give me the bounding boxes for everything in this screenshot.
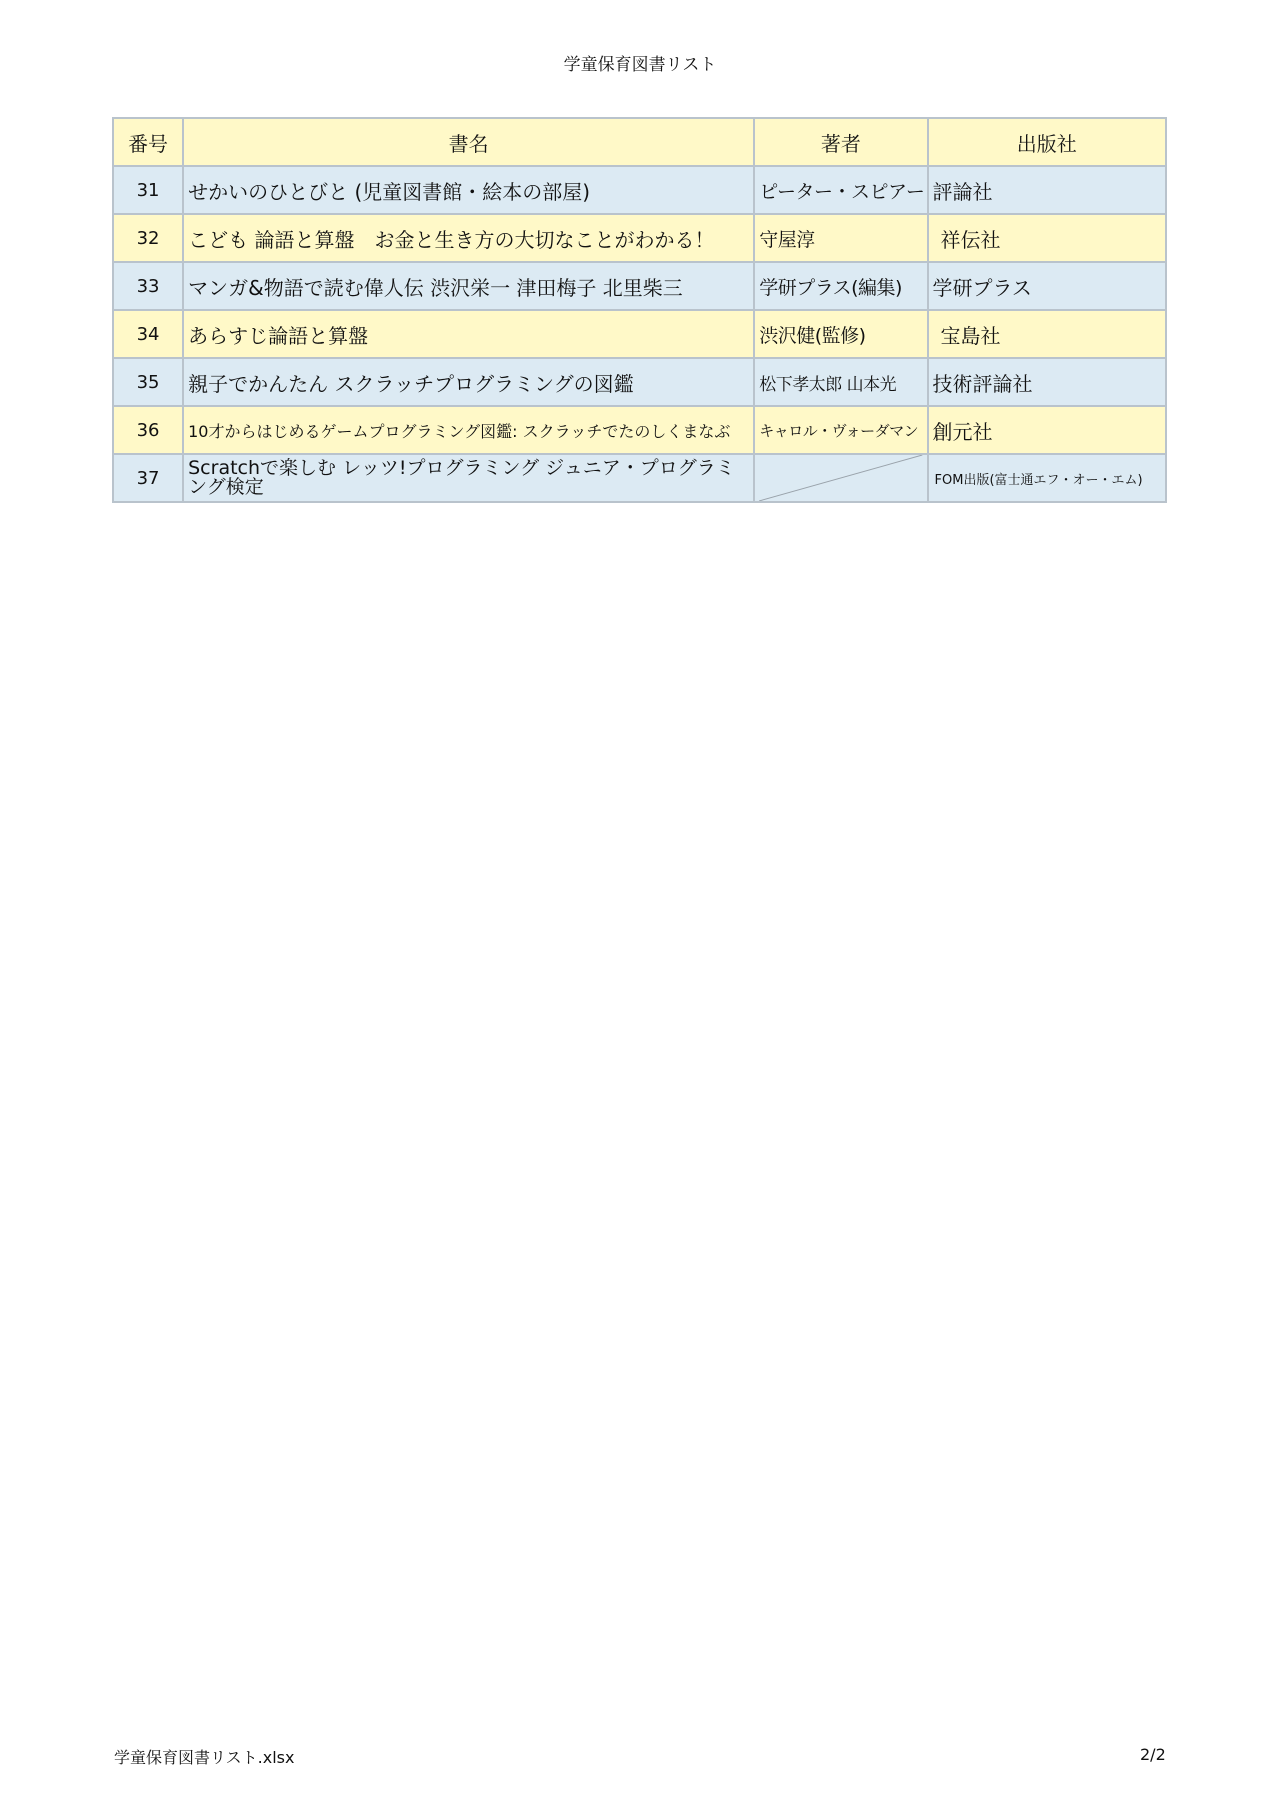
table-row bbox=[113, 406, 1166, 454]
column-header-author: 著者 bbox=[754, 118, 927, 166]
cell-author-empty bbox=[754, 454, 927, 502]
table-row bbox=[113, 214, 1166, 262]
cell-author: 松下孝太郎 山本光 bbox=[754, 358, 927, 406]
cell-author: キャロル・ヴォーダマン bbox=[754, 406, 927, 454]
cell-author: ピーター・スピアー bbox=[754, 166, 927, 214]
table-row bbox=[113, 166, 1166, 214]
cell-title: 10才からはじめるゲームプログラミング図鑑: スクラッチでたのしくまなぶ bbox=[183, 406, 754, 454]
page-title: 学童保育図書リスト bbox=[563, 55, 717, 75]
cell-publisher: 創元社 bbox=[928, 406, 1166, 454]
cell-number: 32 bbox=[113, 214, 183, 262]
column-header-publisher: 出版社 bbox=[928, 118, 1166, 166]
cell-title: せかいのひとびと (児童図書館・絵本の部屋) bbox=[183, 166, 754, 214]
cell-author: 学研プラス(編集) bbox=[754, 262, 927, 310]
table-row bbox=[113, 358, 1166, 406]
cell-number: 31 bbox=[113, 166, 183, 214]
table-row bbox=[113, 262, 1166, 310]
cell-title: 親子でかんたん スクラッチプログラミングの図鑑 bbox=[183, 358, 754, 406]
cell-publisher: 評論社 bbox=[928, 166, 1166, 214]
cell-title: あらすじ論語と算盤 bbox=[183, 310, 754, 358]
table-header-row bbox=[113, 118, 1166, 166]
cell-title: こども 論語と算盤 お金と生き方の大切なことがわかる！ bbox=[183, 214, 754, 262]
table-row bbox=[113, 454, 1166, 502]
cell-publisher: 祥伝社 bbox=[928, 214, 1166, 262]
cell-number: 35 bbox=[113, 358, 183, 406]
cell-publisher: FOM出版(富士通エフ・オー・エム) bbox=[928, 454, 1166, 502]
cell-number: 37 bbox=[113, 454, 183, 502]
cell-author: 渋沢健(監修) bbox=[754, 310, 927, 358]
diagonal-slash-mark bbox=[759, 455, 922, 501]
cell-author: 守屋淳 bbox=[754, 214, 927, 262]
column-header-title: 書名 bbox=[183, 118, 754, 166]
cell-publisher: 学研プラス bbox=[928, 262, 1166, 310]
cell-title: Scratchで楽しむ レッツ!プログラミング ジュニア・プログラミング検定 bbox=[183, 454, 754, 502]
cell-number: 34 bbox=[113, 310, 183, 358]
footer-filename: 学童保育図書リスト.xlsx bbox=[114, 1748, 295, 1767]
cell-publisher: 技術評論社 bbox=[928, 358, 1166, 406]
footer-page-number: 2/2 bbox=[1140, 1745, 1166, 1764]
cell-number: 33 bbox=[113, 262, 183, 310]
table-row bbox=[113, 310, 1166, 358]
column-header-number: 番号 bbox=[113, 118, 183, 166]
cell-number: 36 bbox=[113, 406, 183, 454]
cell-title: マンガ&物語で読む偉人伝 渋沢栄一 津田梅子 北里柴三 bbox=[183, 262, 754, 310]
book-list-table bbox=[112, 117, 1167, 503]
cell-publisher: 宝島社 bbox=[928, 310, 1166, 358]
